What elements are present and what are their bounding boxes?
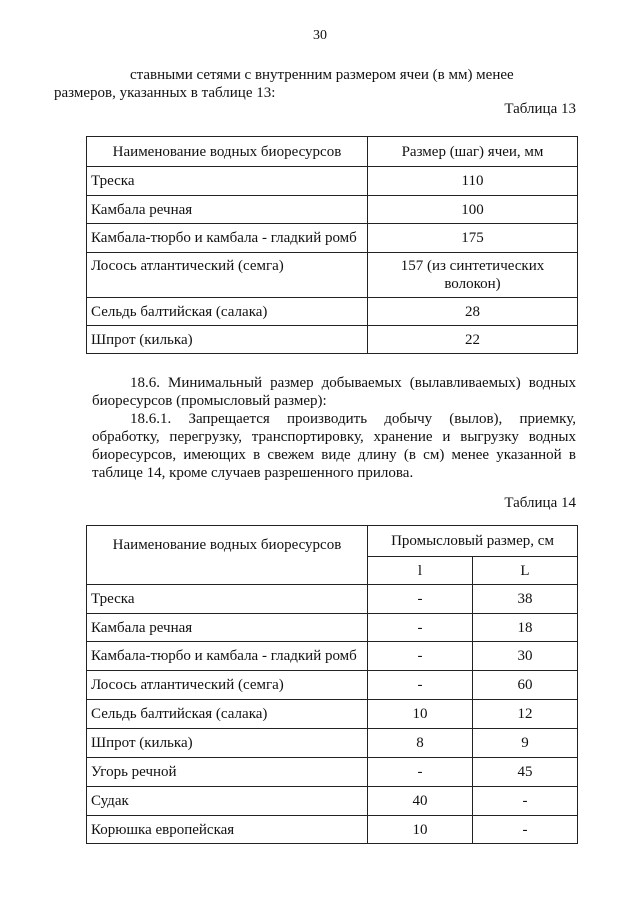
table-14-cell-L: 30	[473, 642, 578, 671]
table-13-header-name: Наименование водных биоресурсов	[87, 137, 368, 167]
table-14-cell-name: Камбала речная	[87, 614, 368, 642]
table-14-cell-name: Судак	[87, 787, 368, 816]
intro-paragraph	[54, 66, 576, 102]
table-row	[87, 253, 578, 298]
table-14-header-name: Наименование водных биоресурсов	[87, 526, 368, 585]
table-row	[87, 298, 578, 326]
table-13-cell-value: 22	[368, 326, 578, 354]
table-14	[86, 525, 578, 844]
table-13-cell-value: 157 (из синтетических волокон)	[368, 253, 578, 298]
table-14-cell-name: Угорь речной	[87, 758, 368, 787]
table-13-cell-value: 28	[368, 298, 578, 326]
table-14-cell-l: -	[368, 614, 473, 642]
table-14-cell-l: -	[368, 758, 473, 787]
section-18-6-1: 18.6.1. Запрещается производить добычу (вылов), приемку, обработку, перегрузку, транспортировку, хранение и выгрузку водных биоресурсов, имеющих в свежем виде длину (в см) менее указанной в таблице 14, кроме случаев разрешенного прилова.	[92, 411, 576, 481]
table-row	[87, 671, 578, 700]
table-14-cell-name: Шпрот (килька)	[87, 729, 368, 758]
table-14-cell-name: Корюшка европейская	[87, 816, 368, 844]
table-14-cell-l: 10	[368, 816, 473, 844]
table-row	[87, 614, 578, 642]
table-14-cell-l: 10	[368, 700, 473, 729]
intro-line-2: размеров, указанных в таблице 13:	[54, 85, 276, 101]
table-14-cell-l: -	[368, 585, 473, 614]
table-13-cell-name: Треска	[87, 167, 368, 196]
table-14-cell-L: 18	[473, 614, 578, 642]
table-row	[87, 787, 578, 816]
table-14-cell-l: -	[368, 671, 473, 700]
table-14-header-size: Промысловый размер, см	[368, 526, 578, 557]
table-row	[87, 167, 578, 196]
intro-line-1: ставными сетями с внутренним размером ячеи (в мм) менее	[130, 67, 514, 83]
table-14-cell-L: 60	[473, 671, 578, 700]
table-14-subheader-l: l	[368, 557, 473, 585]
table-13-cell-name: Сельдь балтийская (салака)	[87, 298, 368, 326]
table-row	[87, 642, 578, 671]
table-14-cell-l: 8	[368, 729, 473, 758]
table-14-cell-l: -	[368, 642, 473, 671]
table-14-subheader-L: L	[473, 557, 578, 585]
table-14-cell-name: Лосось атлантический (семга)	[87, 671, 368, 700]
table-14-caption: Таблица 14	[504, 495, 576, 511]
table-14-cell-L: -	[473, 816, 578, 844]
table-13-header-size: Размер (шаг) ячеи, мм	[368, 137, 578, 167]
table-row	[87, 326, 578, 354]
table-14-cell-L: 38	[473, 585, 578, 614]
table-13-cell-name: Шпрот (килька)	[87, 326, 368, 354]
table-14-cell-name: Треска	[87, 585, 368, 614]
table-13-cell-value: 110	[368, 167, 578, 196]
table-14-cell-L: 12	[473, 700, 578, 729]
table-row	[87, 816, 578, 844]
table-row	[87, 585, 578, 614]
table-row	[87, 224, 578, 253]
table-row	[87, 196, 578, 224]
table-14-cell-name: Сельдь балтийская (салака)	[87, 700, 368, 729]
table-13-cell-name: Камбала-тюрбо и камбала - гладкий ромб	[87, 224, 368, 253]
table-13-cell-name: Лосось атлантический (семга)	[87, 253, 368, 298]
table-13-cell-value: 175	[368, 224, 578, 253]
table-14-cell-L: 9	[473, 729, 578, 758]
table-14-cell-L: -	[473, 787, 578, 816]
section-18-6: 18.6. Минимальный размер добываемых (вылавливаемых) водных биоресурсов (промысловый размер):	[92, 375, 576, 409]
table-row	[87, 700, 578, 729]
table-14-cell-l: 40	[368, 787, 473, 816]
table-13	[86, 136, 578, 354]
table-13-caption: Таблица 13	[504, 101, 576, 117]
table-14-cell-name: Камбала-тюрбо и камбала - гладкий ромб	[87, 642, 368, 671]
page-number: 30	[313, 28, 327, 43]
table-row	[87, 758, 578, 787]
table-14-cell-L: 45	[473, 758, 578, 787]
table-13-cell-value: 100	[368, 196, 578, 224]
table-13-cell-name: Камбала речная	[87, 196, 368, 224]
table-row	[87, 729, 578, 758]
